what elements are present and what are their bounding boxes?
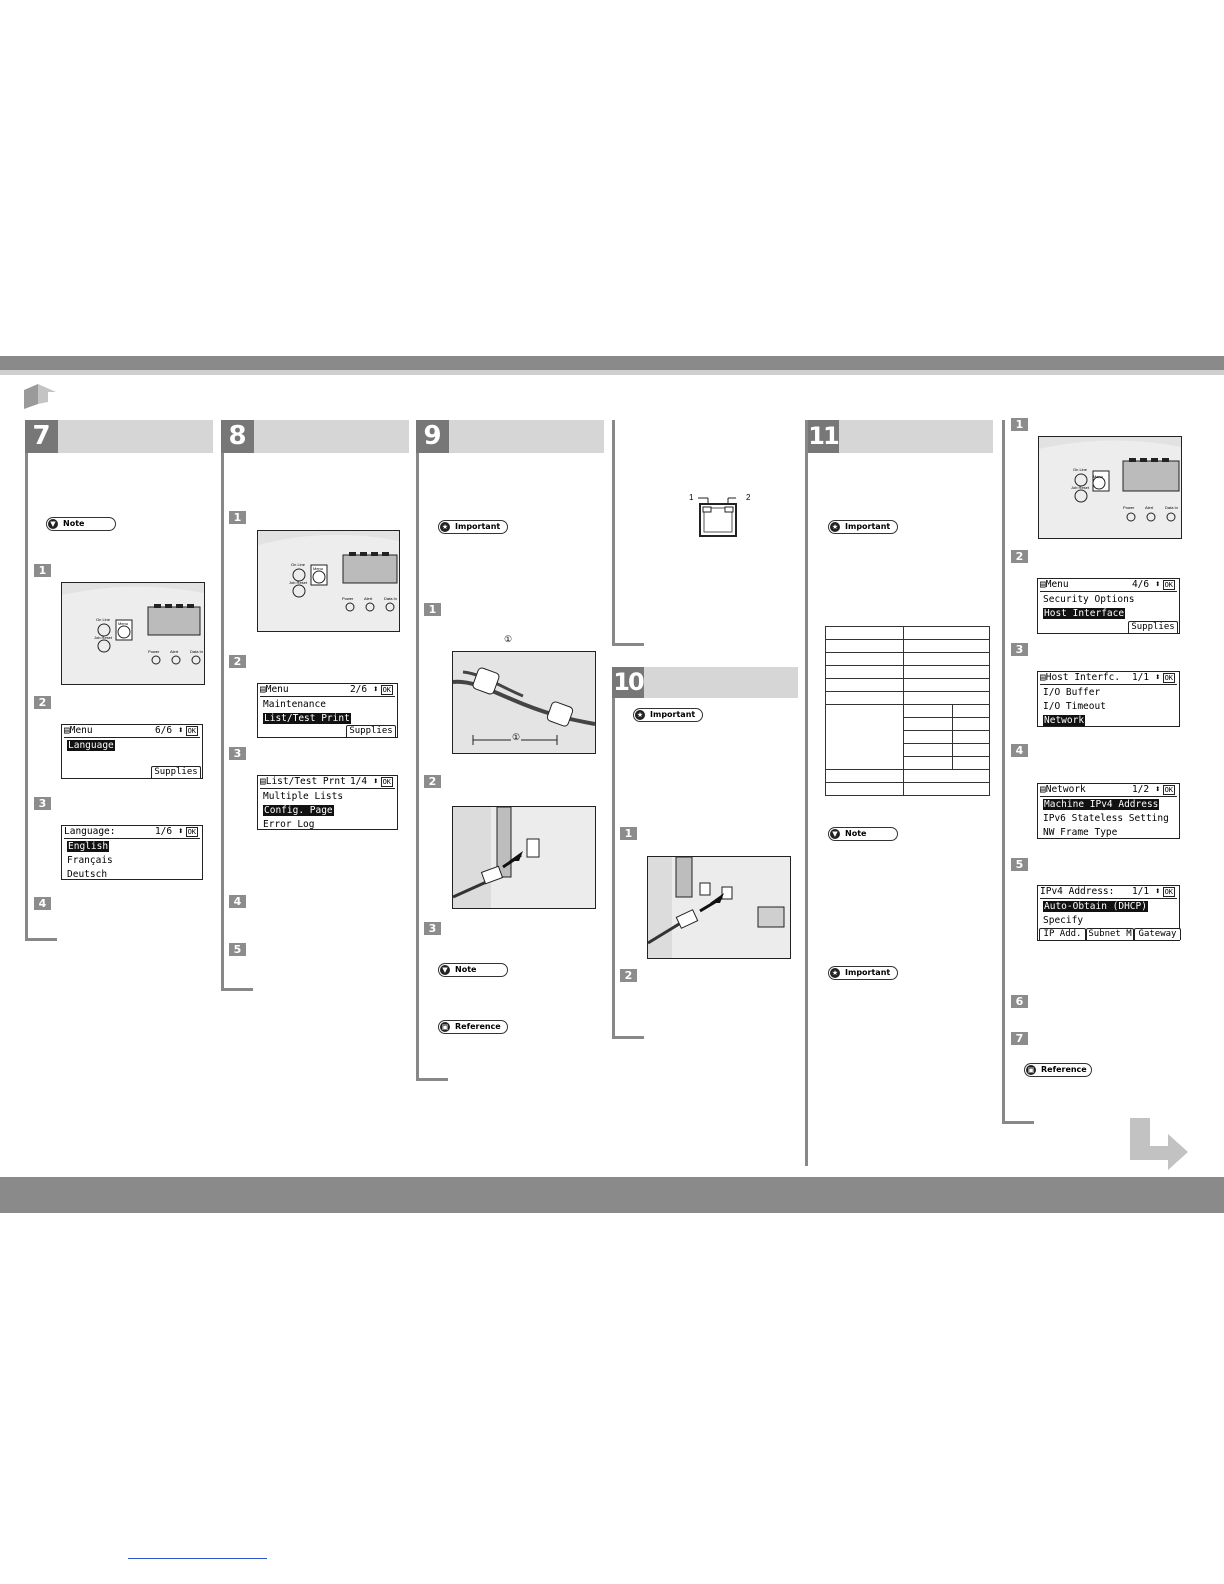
reference-label: ▣ Reference <box>438 1020 508 1034</box>
lcd-list-test-print <box>257 775 398 830</box>
lcd-row[interactable]: Deutsch <box>67 869 108 880</box>
lcd-row[interactable]: I/O Buffer <box>1043 687 1101 698</box>
panel-alert-label: Alert <box>364 596 373 601</box>
panel-data-in-label: Data In <box>384 596 397 601</box>
substep-2: 2 <box>229 655 246 668</box>
step-11-continued-rule-end <box>1002 1121 1034 1124</box>
panel-menu-label: Menu <box>118 621 129 626</box>
lcd-ipv4-address <box>1037 885 1180 941</box>
panel-data-in-label: Data In <box>1165 505 1178 510</box>
substep-5: 5 <box>229 943 246 956</box>
important-label: ★ Important <box>633 708 703 722</box>
panel-menu-label: Menu <box>313 566 324 571</box>
step-10-header <box>612 667 798 698</box>
cable-connect-drawing <box>648 857 790 958</box>
table-row <box>826 705 990 718</box>
lcd-row[interactable]: Machine IPv4 Address <box>1044 799 1159 810</box>
lcd-language <box>61 825 203 880</box>
lcd-row[interactable]: List/Test Print <box>264 713 350 724</box>
ferrite-core-illustration <box>452 651 596 754</box>
substep-3: 3 <box>229 747 246 760</box>
port-led-1-label: 1 <box>689 493 694 502</box>
important-star-icon: ★ <box>636 711 644 719</box>
top-banner-shadow <box>0 370 1224 375</box>
lcd-soft-key-ip[interactable]: IP Add. <box>1039 928 1086 940</box>
step-8-number: 8 <box>221 420 254 453</box>
substep-1: 1 <box>620 827 637 840</box>
ferrite-distance-marker: ① <box>512 732 521 742</box>
important-star-icon: ★ <box>831 523 839 531</box>
step-7-header <box>25 420 213 453</box>
substep-1: 1 <box>34 564 51 577</box>
step-9-continued-rule-end <box>612 643 644 646</box>
substep-2: 2 <box>1011 550 1028 563</box>
table-row <box>826 770 990 783</box>
substep-2: 2 <box>620 969 637 982</box>
lcd-row[interactable]: NW Frame Type <box>1043 827 1118 838</box>
table-row <box>826 653 990 666</box>
note-icon: ▼ <box>440 965 450 975</box>
lcd-row[interactable]: Maintenance <box>263 699 326 710</box>
panel-menu-label: Menu <box>1093 474 1104 479</box>
lcd-row[interactable]: Multiple Lists <box>263 791 344 802</box>
substep-4: 4 <box>34 897 51 910</box>
page-corner-icon <box>22 382 58 410</box>
substep-7: 7 <box>1011 1032 1028 1045</box>
ethernet-port-diagram <box>684 490 754 540</box>
lcd-menu-language <box>61 724 203 779</box>
lcd-title: ▤Menu 2/6 ⬍ OK <box>260 684 395 697</box>
lcd-title: ▤Menu 4/6 ⬍ OK <box>1040 579 1177 592</box>
note-label: ▼ Note <box>828 827 898 841</box>
lcd-row[interactable]: Language <box>68 740 114 751</box>
important-star-icon: ★ <box>441 523 449 531</box>
panel-online-label: On Line <box>1073 467 1088 472</box>
lcd-row[interactable]: IPv6 Stateless Setting <box>1043 813 1169 824</box>
step-11-rule <box>805 420 808 1166</box>
table-row <box>826 627 990 640</box>
note-icon: ▼ <box>48 519 58 529</box>
substep-2: 2 <box>424 775 441 788</box>
substep-3: 3 <box>1011 643 1028 656</box>
step-7-number: 7 <box>25 420 58 453</box>
lcd-soft-key-gateway[interactable]: Gateway <box>1134 928 1181 940</box>
step-8-rule-end <box>221 988 253 991</box>
lcd-row[interactable]: Specify <box>1043 915 1084 926</box>
panel-alert-label: Alert <box>170 649 179 654</box>
step-11-number: 11 <box>807 420 839 453</box>
panel-job-reset-label: Job Reset <box>289 580 308 585</box>
important-label: ★ Important <box>828 520 898 534</box>
step-10-rule <box>612 698 615 1039</box>
lcd-title: Language: 1/6 ⬍ OK <box>64 826 200 839</box>
lcd-host-interface <box>1037 671 1180 727</box>
table-row <box>826 640 990 653</box>
reference-label: ▣ Reference <box>1024 1063 1092 1077</box>
lcd-row[interactable]: I/O Timeout <box>1043 701 1106 712</box>
control-panel-drawing <box>62 583 204 684</box>
substep-3: 3 <box>34 797 51 810</box>
step-10-number: 10 <box>613 668 643 696</box>
lcd-row[interactable]: Config. Page <box>264 805 333 816</box>
step-9-header <box>416 420 604 453</box>
lcd-menu-list-print <box>257 683 398 738</box>
note-icon: ▼ <box>830 829 840 839</box>
panel-power-label: Power <box>342 596 354 601</box>
panel-power-label: Power <box>1123 505 1135 510</box>
lcd-soft-key[interactable]: Supplies <box>1128 621 1178 633</box>
cable-connect-drawing <box>453 807 595 908</box>
lcd-row[interactable]: Security Options <box>1043 594 1135 605</box>
table-row <box>826 666 990 679</box>
top-banner <box>0 356 1224 370</box>
lcd-title: ▤Network 1/2 ⬍ OK <box>1040 784 1177 797</box>
bottom-banner <box>0 1177 1224 1213</box>
network-settings-table <box>825 626 990 796</box>
step-7-rule-end <box>25 938 57 941</box>
lcd-row[interactable]: Host Interface <box>1044 608 1125 619</box>
note-label: ▼ Note <box>46 517 116 531</box>
important-label: ★ Important <box>828 966 898 980</box>
panel-alert-label: Alert <box>1145 505 1154 510</box>
lcd-title: ▤List/Test Prnt 1/4 ⬍ OK <box>260 776 395 789</box>
important-label: ★ Important <box>438 520 508 534</box>
step-9-rule <box>416 453 419 1081</box>
lcd-menu-host-interface <box>1037 578 1180 634</box>
cable-connect-illustration <box>647 856 791 959</box>
lcd-soft-key-subnet[interactable]: Subnet M <box>1086 928 1134 940</box>
ferrite-core-drawing <box>453 652 595 753</box>
step-7-rule <box>25 453 28 941</box>
lcd-row[interactable]: Network <box>1044 715 1085 726</box>
panel-job-reset-label: Job Reset <box>94 635 113 640</box>
step-9-continued-rule <box>612 420 615 646</box>
control-panel-drawing <box>1039 437 1181 538</box>
ferrite-marker-caption: ① <box>504 634 513 644</box>
substep-3: 3 <box>424 922 441 935</box>
lcd-row[interactable]: Français <box>67 855 113 866</box>
control-panel-illustration <box>1038 436 1182 539</box>
footer-link-underline <box>128 1558 267 1559</box>
lcd-row[interactable]: English <box>68 841 109 852</box>
panel-power-label: Power <box>148 649 160 654</box>
substep-2: 2 <box>34 696 51 709</box>
control-panel-illustration <box>257 530 400 632</box>
important-star-icon: ★ <box>831 969 839 977</box>
substep-5: 5 <box>1011 858 1028 871</box>
panel-job-reset-label: Job Reset <box>1071 485 1090 490</box>
lcd-title: IPv4 Address: 1/1 ⬍ OK <box>1040 886 1177 899</box>
control-panel-drawing <box>258 531 399 631</box>
next-page-arrow-icon <box>1128 1116 1190 1172</box>
step-10-rule-end <box>612 1036 644 1039</box>
step-8-header <box>221 420 409 453</box>
lcd-soft-key[interactable]: Supplies <box>346 725 396 737</box>
panel-online-label: On Line <box>96 617 111 622</box>
cable-connect-illustration <box>452 806 596 909</box>
port-led-2-label: 2 <box>746 493 751 502</box>
table-row <box>826 783 990 796</box>
substep-4: 4 <box>229 895 246 908</box>
substep-1: 1 <box>229 511 246 524</box>
lcd-row[interactable]: Error Log <box>263 819 315 830</box>
lcd-network <box>1037 783 1180 839</box>
reference-icon: ▣ <box>1027 1066 1035 1074</box>
table-row <box>826 692 990 705</box>
step-9-number: 9 <box>416 420 449 453</box>
step-11-continued-rule <box>1002 420 1005 1124</box>
reference-icon: ▣ <box>441 1023 449 1031</box>
substep-1: 1 <box>1011 418 1028 431</box>
table-row <box>826 679 990 692</box>
step-9-rule-end <box>416 1078 448 1081</box>
lcd-title: ▤Host Interfc. 1/1 ⬍ OK <box>1040 672 1177 685</box>
lcd-title: ▤Menu 6/6 ⬍ OK <box>64 725 200 738</box>
note-label: ▼ Note <box>438 963 508 977</box>
step-11-header <box>807 420 993 453</box>
control-panel-illustration <box>61 582 205 685</box>
substep-1: 1 <box>424 603 441 616</box>
step-8-rule <box>221 453 224 991</box>
panel-online-label: On Line <box>291 562 306 567</box>
panel-data-in-label: Data In <box>190 649 203 654</box>
lcd-row[interactable]: Auto-Obtain (DHCP) <box>1044 901 1147 912</box>
lcd-soft-key[interactable]: Supplies <box>151 766 201 778</box>
substep-4: 4 <box>1011 744 1028 757</box>
substep-6: 6 <box>1011 995 1028 1008</box>
